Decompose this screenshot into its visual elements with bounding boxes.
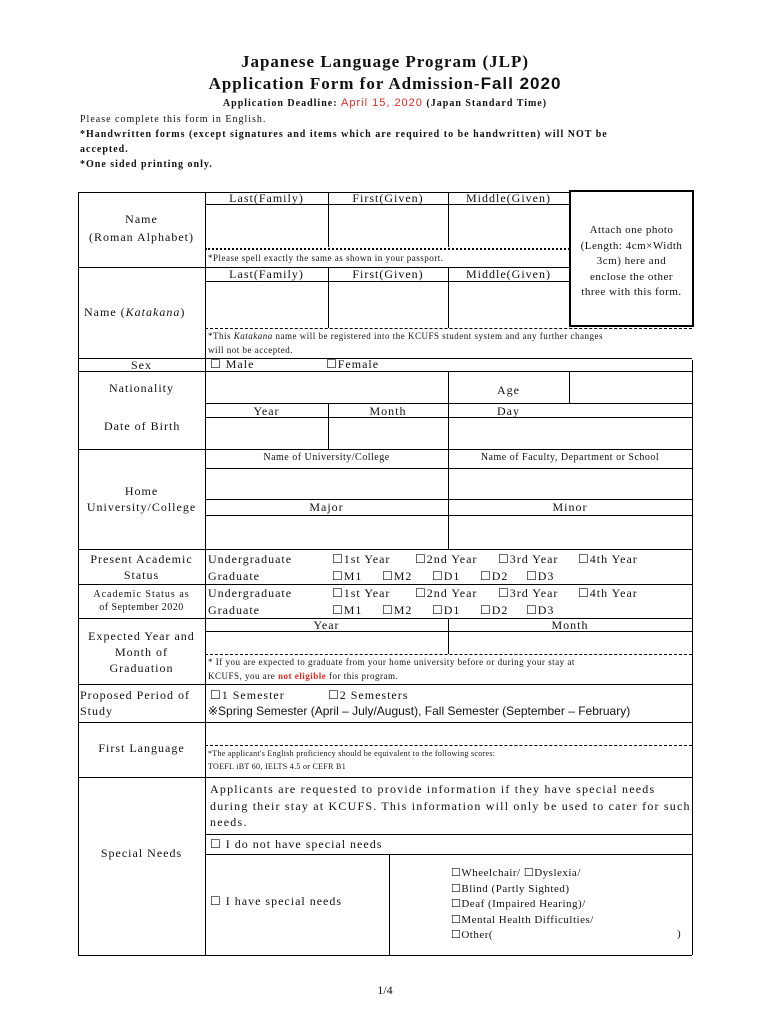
col-last-roman: Last(Family) xyxy=(229,191,304,205)
present-1st-year[interactable]: ☐1st Year xyxy=(332,552,391,566)
photo-line-1: Attach one photo xyxy=(589,224,674,236)
dob-month-label: Month xyxy=(369,404,407,418)
grad-year-label: Year xyxy=(313,618,340,632)
present-m1[interactable]: ☐M1 xyxy=(332,569,363,583)
nationality-label: Nationality xyxy=(109,381,174,395)
english-note: *The applicant's English proficiency should be equivalent to the following scores: xyxy=(208,749,496,758)
option-other[interactable]: ☐Other( xyxy=(451,929,494,941)
katakana-note-prefix: *This xyxy=(208,331,234,341)
one-semester-checkbox[interactable]: ☐1 Semester xyxy=(210,688,285,702)
faculty-name-field[interactable] xyxy=(449,469,691,498)
present-undergrad-label: Undergraduate xyxy=(208,552,293,566)
present-status-label-2: Status xyxy=(123,568,160,582)
graduation-note-2 xyxy=(208,671,398,681)
katakana-label-suffix: ) xyxy=(180,305,186,319)
col-university-name: Name of University/College xyxy=(263,452,390,463)
present-2nd-year[interactable]: ☐2nd Year xyxy=(415,552,478,566)
two-semesters-checkbox[interactable]: ☐2 Semesters xyxy=(328,688,409,702)
special-intro-1: Applicants are requested to provide information if they have special needs xyxy=(210,782,656,796)
home-univ-label: Home xyxy=(124,484,159,498)
middle-name-roman-field[interactable] xyxy=(449,205,568,247)
sept-status-label: Academic Status as xyxy=(93,589,190,600)
special-needs-label: Special Needs xyxy=(100,846,183,860)
grad-month-field[interactable] xyxy=(449,632,691,653)
minor-field[interactable] xyxy=(449,516,691,548)
sept-status-label-2: of September 2020 xyxy=(99,602,184,613)
page-number: 1/4 xyxy=(377,983,393,997)
present-status-label: Present Academic xyxy=(90,552,193,566)
last-name-roman-field[interactable] xyxy=(206,205,327,247)
sept-m2[interactable]: ☐M2 xyxy=(382,603,413,617)
option-wheelchair-dyslexia[interactable]: ☐Wheelchair/ ☐Dyslexia/ xyxy=(451,867,581,879)
sept-2nd-year[interactable]: ☐2nd Year xyxy=(415,586,478,600)
col-faculty-name: Name of Faculty, Department or School xyxy=(480,452,660,463)
graduation-label: Expected Year and xyxy=(88,629,195,643)
english-note-2: TOEFL iBT 60, IELTS 4.5 or CEFR B1 xyxy=(208,762,346,771)
katakana-note-2: will not be accepted. xyxy=(208,345,293,355)
first-name-katakana-field[interactable] xyxy=(329,282,447,327)
sept-d2[interactable]: ☐D2 xyxy=(480,603,509,617)
special-needs-options xyxy=(451,866,594,944)
grad-note-suffix: for this program. xyxy=(326,671,399,681)
grad-note-prefix: KCUFS, you are xyxy=(208,671,278,681)
passport-note: *Please spell exactly the same as shown in your passport. xyxy=(208,253,444,263)
major-label: Major xyxy=(309,500,344,514)
other-close-paren: ) xyxy=(677,928,681,940)
female-checkbox[interactable]: ☐Female xyxy=(326,357,380,371)
dob-day-field[interactable] xyxy=(449,418,568,448)
photo-line-5: three with this form. xyxy=(581,286,682,298)
instruction-4: *One sided printing only. xyxy=(80,159,213,170)
sept-3rd-year[interactable]: ☐3rd Year xyxy=(498,586,559,600)
sept-m1[interactable]: ☐M1 xyxy=(332,603,363,617)
form-subtitle-prefix: Application Form for Admission- xyxy=(208,74,481,93)
photo-box xyxy=(571,223,692,301)
no-special-needs-checkbox[interactable]: ☐ I do not have special needs xyxy=(210,837,383,851)
form-season: Fall 2020 xyxy=(480,74,562,93)
instruction-2: *Handwritten forms (except signatures and items which are required to be handwritten) will NOT be xyxy=(80,129,608,140)
not-eligible-text: not eligible xyxy=(278,671,327,681)
katakana-name-label xyxy=(84,305,185,320)
option-deaf[interactable]: ☐Deaf (Impaired Hearing)/ xyxy=(451,898,586,910)
period-label: Proposed Period of xyxy=(80,688,190,702)
period-label-2: Study xyxy=(80,704,114,718)
present-3rd-year[interactable]: ☐3rd Year xyxy=(498,552,559,566)
col-first-katakana: First(Given) xyxy=(352,267,424,281)
age-label: Age xyxy=(497,383,520,397)
sept-undergrad-label: Undergraduate xyxy=(208,586,293,600)
sept-4th-year[interactable]: ☐4th Year xyxy=(578,586,638,600)
instruction-3: accepted. xyxy=(80,144,129,155)
nationality-field[interactable] xyxy=(206,372,447,402)
graduation-label-2: Month of xyxy=(115,645,168,659)
option-blind[interactable]: ☐Blind (Partly Sighted) xyxy=(451,882,570,895)
roman-name-label-2: (Roman Alphabet) xyxy=(89,230,194,244)
deadline-label: Application Deadline: xyxy=(222,98,342,109)
katakana-label-prefix: Name ( xyxy=(84,305,126,319)
col-first-roman: First(Given) xyxy=(352,191,424,205)
katakana-label-italic: Katakana xyxy=(125,305,181,319)
graduation-label-3: Graduation xyxy=(109,661,174,675)
katakana-note-rest: name will be registered into the KCUFS student system and any further changes xyxy=(272,331,603,341)
graduation-note: * If you are expected to graduate from your home university before or during your stay at xyxy=(208,657,575,667)
present-d2[interactable]: ☐D2 xyxy=(480,569,509,583)
photo-line-2: (Length: 4cm×Width xyxy=(580,239,683,252)
home-univ-label-2: University/College xyxy=(86,500,197,514)
dob-label: Date of Birth xyxy=(104,419,181,433)
present-d1[interactable]: ☐D1 xyxy=(432,569,461,583)
photo-line-3: 3cm) here and xyxy=(596,255,667,267)
roman-name-label: Name xyxy=(125,212,158,226)
first-name-roman-field[interactable] xyxy=(329,205,447,247)
age-field[interactable] xyxy=(570,372,691,402)
present-4th-year[interactable]: ☐4th Year xyxy=(578,552,638,566)
grad-year-field[interactable] xyxy=(206,632,447,653)
grad-month-label: Month xyxy=(551,618,589,632)
first-language-label: First Language xyxy=(98,741,185,755)
major-field[interactable] xyxy=(206,516,447,548)
option-mental-health[interactable]: ☐Mental Health Difficulties/ xyxy=(451,913,594,926)
dob-month-field[interactable] xyxy=(329,418,447,448)
dob-day-label: Day xyxy=(497,404,520,418)
sex-label: Sex xyxy=(131,358,152,372)
col-last-katakana: Last(Family) xyxy=(229,267,304,281)
have-special-needs-checkbox[interactable]: ☐ I have special needs xyxy=(210,894,343,908)
photo-line-4: enclose the other xyxy=(589,270,674,283)
katakana-note xyxy=(208,331,603,341)
form-title: Japanese Language Program (JLP) xyxy=(240,52,530,71)
sept-graduate-label: Graduate xyxy=(208,603,260,617)
present-graduate-label: Graduate xyxy=(208,569,260,583)
middle-name-katakana-field[interactable] xyxy=(449,282,568,327)
instruction-1: Please complete this form in English. xyxy=(80,114,267,125)
katakana-note-italic: Katakana xyxy=(233,331,273,341)
col-middle-katakana: Middle(Given) xyxy=(466,267,551,281)
present-d3[interactable]: ☐D3 xyxy=(526,569,555,583)
university-name-field[interactable] xyxy=(206,469,447,498)
dob-year-label: Year xyxy=(253,404,280,418)
special-intro-2: during their stay at KCUFS. This information will only be used to cater for such xyxy=(210,798,691,813)
deadline xyxy=(0,97,770,109)
dob-year-field[interactable] xyxy=(206,418,327,448)
sept-d1[interactable]: ☐D1 xyxy=(432,603,461,617)
first-language-field[interactable] xyxy=(206,723,691,744)
sept-d3[interactable]: ☐D3 xyxy=(526,603,555,617)
special-needs-intro xyxy=(210,781,691,831)
deadline-suffix: (Japan Standard Time) xyxy=(422,98,548,109)
form-subtitle xyxy=(0,74,770,94)
col-middle-roman: Middle(Given) xyxy=(466,191,551,205)
last-name-katakana-field[interactable] xyxy=(206,282,327,327)
present-m2[interactable]: ☐M2 xyxy=(382,569,413,583)
special-intro-3: needs. xyxy=(210,815,248,829)
minor-label: Minor xyxy=(552,500,588,514)
sept-1st-year[interactable]: ☐1st Year xyxy=(332,586,391,600)
semester-note: ※Spring Semester (April – July/August), Fall Semester (September – February) xyxy=(208,704,631,718)
male-checkbox[interactable]: ☐ Male xyxy=(210,357,255,371)
deadline-date: April 15, 2020 xyxy=(341,97,423,109)
